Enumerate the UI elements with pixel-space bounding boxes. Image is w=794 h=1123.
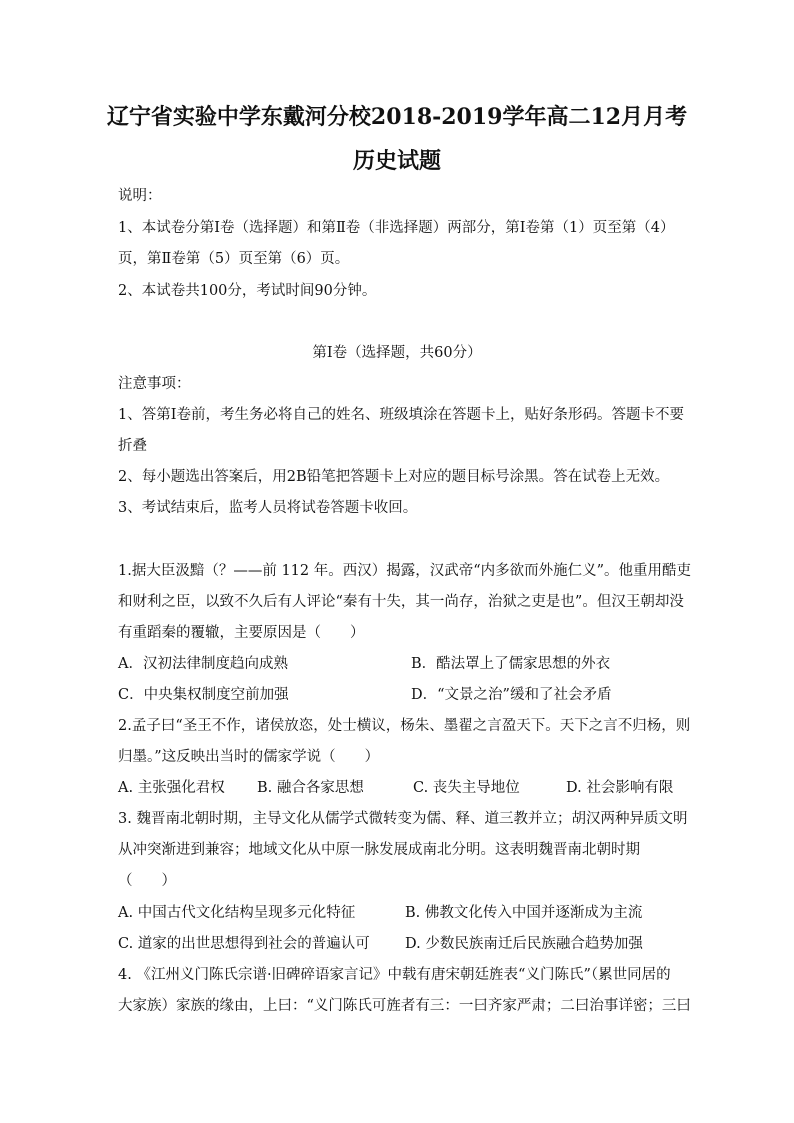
question-3-line-3: （ ） [118, 873, 176, 889]
question-3-option-b: B. 佛教文化传入中国并逐渐成为主流 [405, 905, 643, 921]
question-2-option-a: A. 主张强化君权 [118, 780, 225, 796]
question-3-option-a: A. 中国古代文化结构呈现多元化特征 [118, 905, 356, 921]
question-3-line-1: 3. 魏晋南北朝时期，主导文化从儒学式微转变为儒、释、道三教并立；胡汉两种异质文明 [118, 811, 688, 827]
question-2-option-d: D. 社会影响有限 [566, 780, 674, 796]
intro-item-1-cont: 页，第Ⅱ卷第（5）页至第（6）页。 [118, 251, 350, 267]
note-3: 3、考试结束后，监考人员将试卷答题卡收回。 [118, 500, 418, 516]
question-1-line-3: 有重蹈秦的覆辙，主要原因是（ ） [118, 625, 365, 641]
question-1-line-2: 和财利之臣，以致不久后有人评论“秦有十失，其一尚存，治狱之吏是也”。但汉王朝却没 [118, 594, 684, 610]
question-2-line-2: 归墨。”这反映出当时的儒家学说（ ） [118, 749, 380, 765]
intro-label: 说明： [118, 188, 162, 204]
question-1-line-1: 1.据大臣汲黯（？——前 112 年。西汉）揭露，汉武帝“内多欲而外施仁义”。他重用酷吏 [118, 563, 692, 579]
note-2: 2、每小题选出答案后，用2B铅笔把答题卡上对应的题目标号涂黑。答在试卷上无效。 [118, 469, 670, 485]
intro-item-2: 2、本试卷共100分，考试时间90分钟。 [118, 283, 377, 299]
question-2-line-1: 2.孟子曰“圣王不作，诸侯放恣，处士横议，杨朱、墨翟之言盈天下。天下之言不归杨，则 [118, 718, 691, 734]
question-2-option-b: B. 融合各家思想 [257, 780, 364, 796]
question-1-option-c: C．中央集权制度空前加强 [118, 687, 289, 703]
question-4-line-1: 4. 《江州义门陈氏宗谱·旧碑碎语家言记》中载有唐宋朝廷旌表“义门陈氏”（累世同居的 [118, 967, 671, 983]
intro-item-1: 1、本试卷分第Ⅰ卷（选择题）和第Ⅱ卷（非选择题）两部分，第Ⅰ卷第（1）页至第（4） [118, 220, 675, 236]
question-3-option-c: C. 道家的出世思想得到社会的普遍认可 [118, 936, 370, 952]
question-4-line-2: 大家族）家族的缘由，上曰：“义门陈氏可旌者有三：一曰齐家严肃；二曰治事详密；三曰 [118, 998, 691, 1014]
section-title: 第Ⅰ卷（选择题，共60分） [312, 345, 482, 361]
note-1: 1、答第Ⅰ卷前，考生务必将自己的姓名、班级填涂在答题卡上，贴好条形码。答题卡不要 [118, 407, 684, 423]
question-1-option-b: B．酷法罩上了儒家思想的外衣 [411, 656, 611, 672]
question-2-option-c: C. 丧失主导地位 [413, 780, 520, 796]
exam-subject-title: 历史试题 [352, 148, 441, 174]
notes-label: 注意事项： [118, 376, 191, 392]
question-3-option-d: D. 少数民族南迁后民族融合趋势加强 [405, 936, 643, 952]
question-1-option-a: A．汉初法律制度趋向成熟 [118, 656, 288, 672]
question-1-option-d: D．“文景之治”缓和了社会矛盾 [411, 687, 612, 703]
note-1-cont: 折叠 [118, 438, 147, 454]
exam-title: 辽宁省实验中学东戴河分校2018-2019学年高二12月月考 [106, 104, 688, 130]
question-3-line-2: 从冲突渐进到兼容；地域文化从中原一脉发展成南北分明。这表明魏晋南北朝时期 [118, 842, 640, 858]
